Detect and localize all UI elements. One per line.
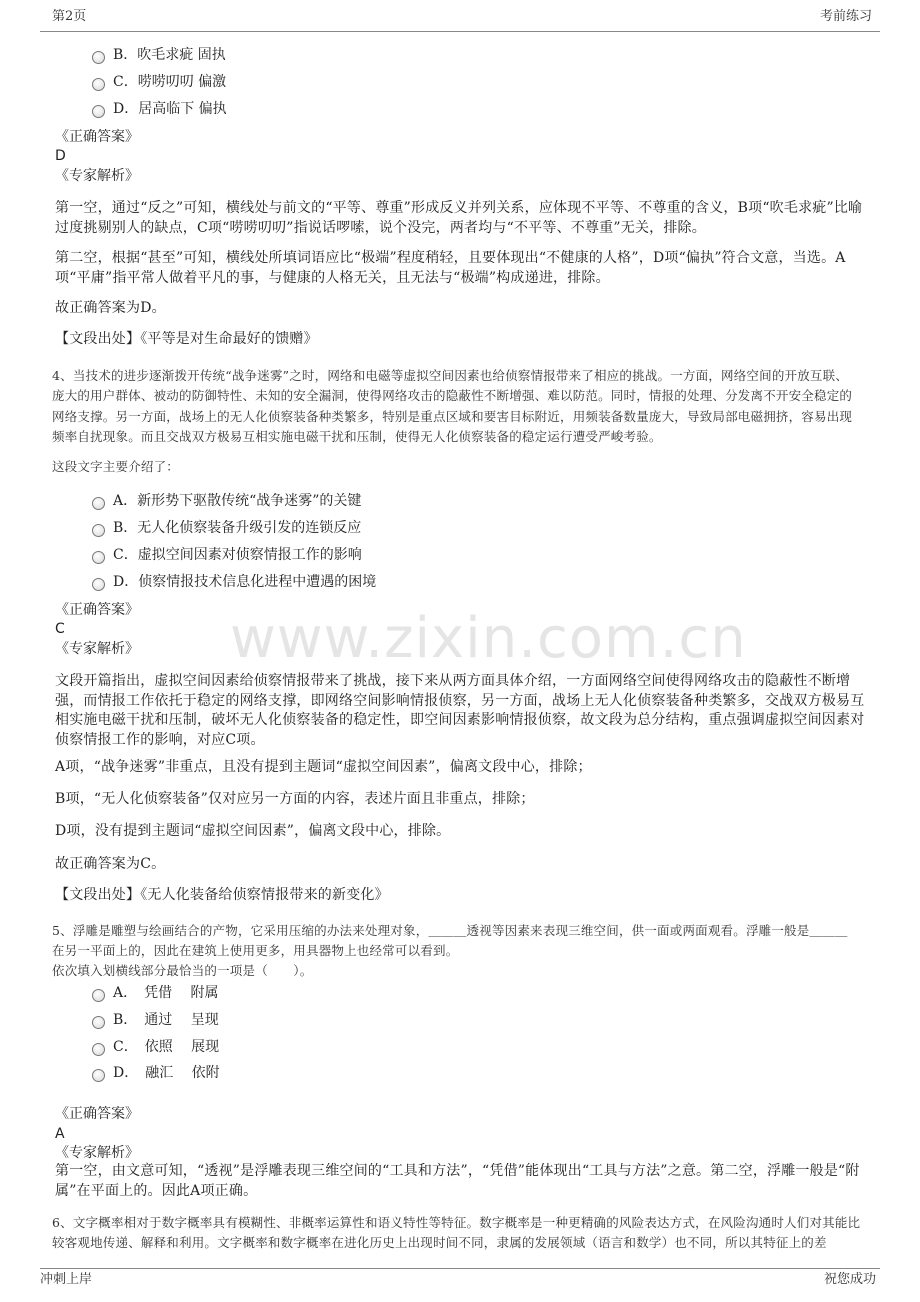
q4-stem: 4、当技术的进步逐渐拨开传统“战争迷雾”之时，网络和电磁等虚拟空间因素也给侦察情报带来了相应的挑战。一方面，网络空间的开放互联、庞大的用户群体、被动的防御特性、未知的安全漏洞，使得网络攻击的隐蔽性不断增强、难以防范。同时，情报的处理、分发离不开安全稳定的网络支撑。另一方面，战场上的无人化侦察装备种类繁多，特别是重点区域和要害目标附近，用频装备数量庞大，导致局部电磁拥挤，容易出现频率自扰现象。而且交战双方极易互相实施电磁干扰和压制，使得无人化侦察装备的稳定运行遭受严峻考验。 bbox=[52, 368, 853, 444]
q4-option-c[interactable] bbox=[92, 545, 362, 565]
q4-option-b[interactable] bbox=[92, 518, 361, 538]
footer-left: 冲刺上岸 bbox=[40, 1272, 93, 1288]
q5-stem: 5、浮雕是雕塑与绘画结合的产物，它采用压缩的办法来处理对象，＿＿＿透视等因素来表现三维空间，供一面或两面观看。浮雕一般是＿＿＿在另一平面上的，因此在建筑上使用更多，用具器物上也经常可以看到。 bbox=[52, 923, 848, 959]
q4-analysis-p1: 文段开篇指出，虚拟空间因素给侦察情报带来了挑战，接下来从两方面具体介绍，一方面网络空间使得网络攻击的隐蔽性不断增强，而情报工作依托于稳定的网络支撑，即网络空间影响情报侦察，另一方面，战场上无人化侦察装备种类繁多，交战双方极易互相实施电磁干扰和压制，破坏无人化侦察装备的稳定性，即空间因素影响情报侦察，故文段为总分结构，重点强调虚拟空间因素对侦察情报工作的影响，对应C项。 bbox=[55, 673, 865, 748]
q3-analysis-p3: 故正确答案为D。 bbox=[55, 300, 166, 316]
watermark: www.zixin.com.cn bbox=[230, 606, 747, 671]
radio-icon[interactable] bbox=[92, 1043, 105, 1056]
q3-answer-label: 《正确答案》 bbox=[55, 129, 139, 145]
q4-analysis-p4: D项，没有提到主题词“虚拟空间因素”，偏离文段中心，排除。 bbox=[55, 823, 451, 839]
option-label: C． 依照 展现 bbox=[113, 1039, 220, 1055]
q3-option-b[interactable] bbox=[92, 45, 226, 65]
page-number: 第2页 bbox=[52, 9, 87, 24]
option-label: B． 通过 呈现 bbox=[113, 1012, 219, 1028]
q4-source: 【文段出处】《无人化装备给侦察情报带来的新变化》 bbox=[55, 887, 389, 903]
q6-stem: 6、文字概率相对于数字概率具有模糊性、非概率运算性和语义特性等特征。数字概率是一种更精确的风险表达方式，在风险沟通时人们对其能比较客观地传递、解释和利用。文字概率和数字概率在进化历史上出现时间不同，隶属的发展领域（语言和数学）也不同，所以其特征上的差 bbox=[52, 1215, 861, 1251]
q5-prompt: 依次填入划横线部分最恰当的一项是（ ）。 bbox=[52, 963, 313, 978]
q4-analysis-label: 《专家解析》 bbox=[55, 641, 139, 657]
q5-option-d[interactable] bbox=[92, 1063, 220, 1083]
q4-option-d[interactable] bbox=[92, 572, 376, 592]
q4-analysis-p3: B项，“无人化侦察装备”仅对应另一方面的内容，表述片面且非重点，排除； bbox=[55, 791, 535, 807]
radio-icon[interactable] bbox=[92, 524, 105, 537]
q5-answer: A bbox=[55, 1126, 65, 1142]
footer-rule bbox=[40, 1268, 880, 1269]
radio-icon[interactable] bbox=[92, 551, 105, 564]
radio-icon[interactable] bbox=[92, 1016, 105, 1029]
option-label: A．新形势下驱散传统“战争迷雾”的关键 bbox=[113, 493, 362, 509]
q3-answer: D bbox=[55, 148, 66, 164]
radio-icon[interactable] bbox=[92, 497, 105, 510]
option-label: D．居高临下 偏执 bbox=[113, 101, 227, 117]
q4-option-a[interactable] bbox=[92, 491, 361, 511]
header-rule bbox=[40, 31, 880, 32]
q3-option-d[interactable] bbox=[92, 99, 227, 119]
q4-answer: C bbox=[55, 621, 65, 637]
option-label: D．侦察情报技术信息化进程中遭遇的困境 bbox=[113, 574, 377, 590]
radio-icon[interactable] bbox=[92, 1069, 105, 1082]
q3-option-c[interactable] bbox=[92, 72, 226, 92]
header-title: 考前练习 bbox=[819, 9, 872, 24]
q3-analysis-p2: 第二空，根据“甚至”可知，横线处所填词语应比“极端”程度稍轻，且要体现出“不健康的人格”，D项“偏执”符合文意，当选。A项“平庸”指平常人做着平凡的事，与健康的人格无关，且无法与“极端”构成递进，排除。 bbox=[55, 250, 846, 286]
option-label: C．虚拟空间因素对侦察情报工作的影响 bbox=[113, 547, 362, 563]
radio-icon[interactable] bbox=[92, 105, 105, 118]
radio-icon[interactable] bbox=[92, 989, 105, 1002]
option-label: C．唠唠叨叨 偏激 bbox=[113, 74, 227, 90]
q5-option-b[interactable] bbox=[92, 1010, 219, 1030]
q4-analysis-p2: A项，“战争迷雾”非重点，且没有提到主题词“虚拟空间因素”，偏离文段中心，排除； bbox=[55, 759, 592, 775]
q4-analysis-p5: 故正确答案为C。 bbox=[55, 856, 166, 872]
option-label: B．吹毛求疵 固执 bbox=[113, 47, 226, 63]
q5-option-a[interactable] bbox=[92, 983, 219, 1003]
q4-answer-label: 《正确答案》 bbox=[55, 602, 139, 618]
q5-option-c[interactable] bbox=[92, 1037, 219, 1057]
q3-source: 【文段出处】《平等是对生命最好的馈赠》 bbox=[55, 331, 318, 347]
option-label: A． 凭借 附属 bbox=[113, 985, 219, 1001]
option-label: B．无人化侦察装备升级引发的连锁反应 bbox=[113, 520, 362, 536]
q5-analysis-p1: 第一空，由文意可知，“透视”是浮雕表现三维空间的“工具和方法”，“凭借”能体现出“工具与方法”之意。第二空，浮雕一般是“附属”在平面上的。因此A项正确。 bbox=[55, 1163, 860, 1199]
radio-icon[interactable] bbox=[92, 78, 105, 91]
q4-prompt: 这段文字主要介绍了： bbox=[52, 459, 180, 474]
q5-answer-label: 《正确答案》 bbox=[55, 1106, 139, 1122]
radio-icon[interactable] bbox=[92, 578, 105, 591]
q5-analysis-label: 《专家解析》 bbox=[55, 1145, 139, 1161]
footer-right: 祝您成功 bbox=[823, 1272, 876, 1288]
option-label: D． 融汇 依附 bbox=[113, 1065, 220, 1081]
q3-analysis-label: 《专家解析》 bbox=[55, 168, 139, 184]
radio-icon[interactable] bbox=[92, 51, 105, 64]
q3-analysis-p1: 第一空，通过“反之”可知，横线处与前文的“平等、尊重”形成反义并列关系，应体现不平等、不尊重的含义，B项“吹毛求疵”比喻过度挑剔别人的缺点，C项“唠唠叨叨”指说话啰嗦，说个没完，两者均与“不平等、不尊重”无关，排除。 bbox=[55, 200, 863, 236]
